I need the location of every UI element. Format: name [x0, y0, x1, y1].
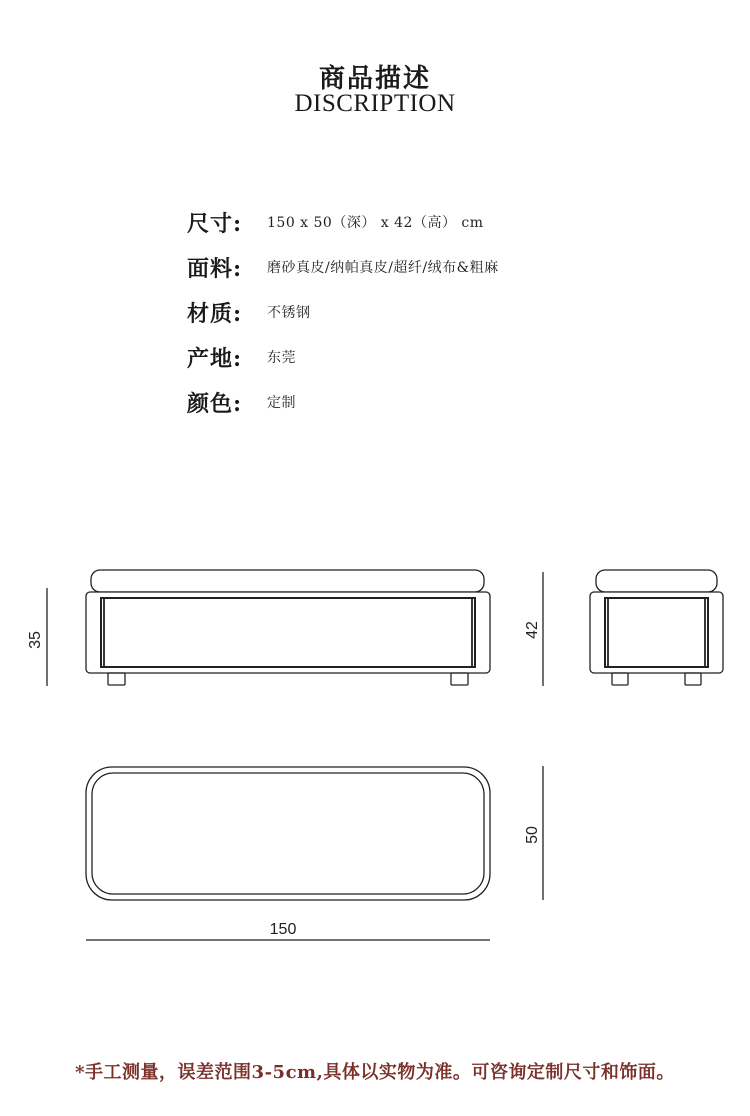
depth-label: 50	[524, 826, 541, 844]
width-label: 150	[269, 921, 297, 938]
spec-fabric-value: 磨砂真皮/纳帕真皮/超纤/绒布&粗麻	[267, 260, 499, 276]
front-height-label: 35	[27, 631, 44, 649]
title-english: DISCRIPTION	[294, 90, 456, 117]
spec-fabric-label: 面料:	[187, 255, 243, 282]
side-view-bench	[590, 570, 723, 685]
spec-color-label: 颜色:	[187, 390, 243, 417]
spec-origin-value: 东莞	[267, 350, 296, 366]
front-view-bench	[86, 570, 490, 685]
measurement-disclaimer: *手工测量，误差范围3-5cm,具体以实物为准。可咨询定制尺寸和饰面。	[75, 1062, 675, 1083]
spec-size-label: 尺寸:	[187, 210, 243, 237]
total-height-label: 42	[524, 621, 541, 639]
spec-size-value: 150 x 50（深） x 42（高） cm	[267, 215, 484, 231]
spec-color-value: 定制	[267, 395, 296, 411]
spec-material-value: 不锈钢	[267, 305, 311, 321]
top-view-bench	[86, 767, 490, 900]
spec-origin-label: 产地:	[187, 345, 243, 372]
title-chinese: 商品描述	[318, 64, 431, 94]
spec-material-label: 材质:	[187, 300, 243, 327]
